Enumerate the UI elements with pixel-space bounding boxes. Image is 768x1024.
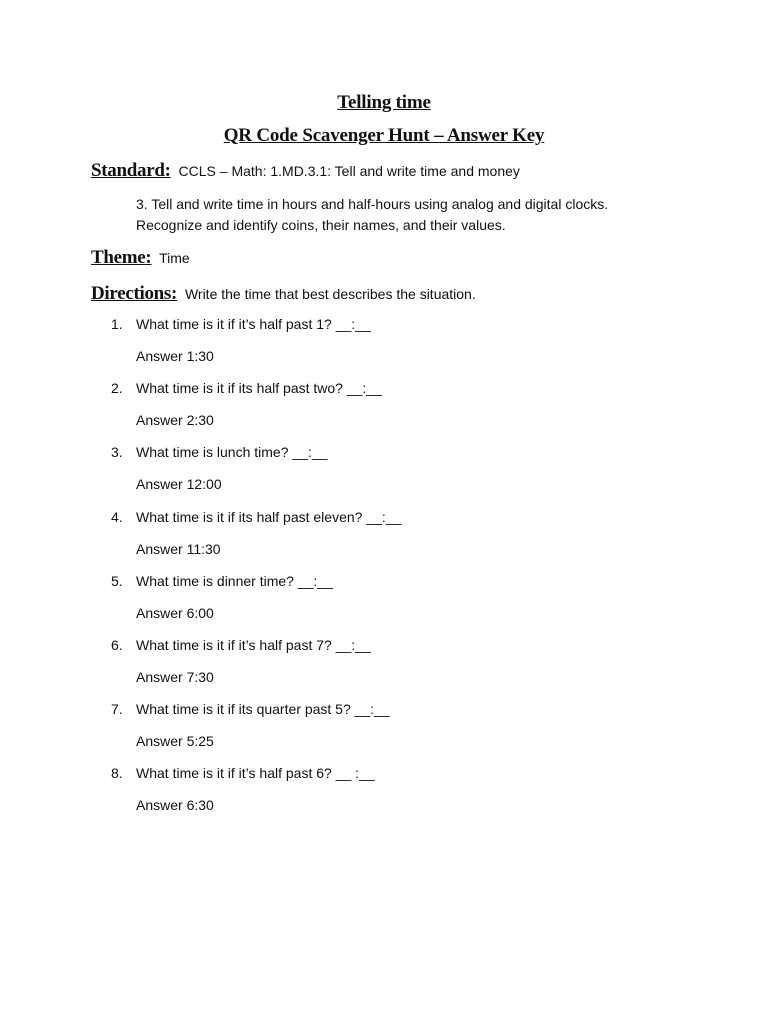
directions-row [91,283,476,305]
question-item [0,509,768,573]
page-subtitle: QR Code Scavenger Hunt – Answer Key [223,125,545,146]
theme-text: Time [159,250,190,266]
question-text: What time is lunch time? __:__ [136,444,328,461]
question-item [0,701,768,765]
question-text: What time is it if its half past eleven? __:__ [136,508,402,525]
question-item [0,765,768,829]
question-item [0,316,768,380]
question-item [0,573,768,637]
question-answer: Answer 1:30 [136,348,214,364]
question-number: 5. [111,572,123,589]
directions-text: Write the time that best describes the situation. [184,286,476,302]
question-answer: Answer 5:25 [136,733,214,750]
standard-label: Standard: [91,160,171,181]
question-number: 1. [111,316,123,332]
directions-label: Directions: [91,283,178,304]
question-number: 2. [111,380,123,397]
question-answer: Answer 2:30 [136,412,214,429]
question-answer: Answer 12:00 [136,476,222,493]
question-number: 6. [111,636,123,653]
question-text: What time is it if its half past two? __:__ [136,380,382,397]
question-item [0,444,768,508]
question-number: 4. [111,508,123,525]
question-list [0,316,768,830]
question-text: What time is it if it’s half past 6? __ :__ [136,765,375,782]
standard-row [91,160,520,182]
standard-detail: 3. Tell and write time in hours and half-hours using analog and digital clocks. Recognize and identify coins, their names, and their values. [136,196,609,233]
question-text: What time is it if its quarter past 5? __:__ [136,701,390,718]
question-answer: Answer 6:30 [136,797,214,814]
question-text: What time is dinner time? __:__ [136,572,333,589]
question-number: 7. [111,701,123,718]
question-answer: Answer 7:30 [136,668,214,685]
page-title: Telling time [337,92,431,113]
question-item [0,380,768,444]
question-answer: Answer 6:00 [136,604,214,621]
question-item [0,637,768,701]
question-answer: Answer 11:30 [136,540,221,557]
theme-label: Theme: [91,247,152,268]
question-number: 8. [111,765,123,782]
question-text: What time is it if it’s half past 1? __:__ [136,316,371,332]
question-text: What time is it if it’s half past 7? __:__ [136,636,371,653]
theme-row [91,247,190,269]
standard-text: CCLS – Math: 1.MD.3.1: Tell and write time and money [178,163,520,179]
question-number: 3. [111,444,123,461]
